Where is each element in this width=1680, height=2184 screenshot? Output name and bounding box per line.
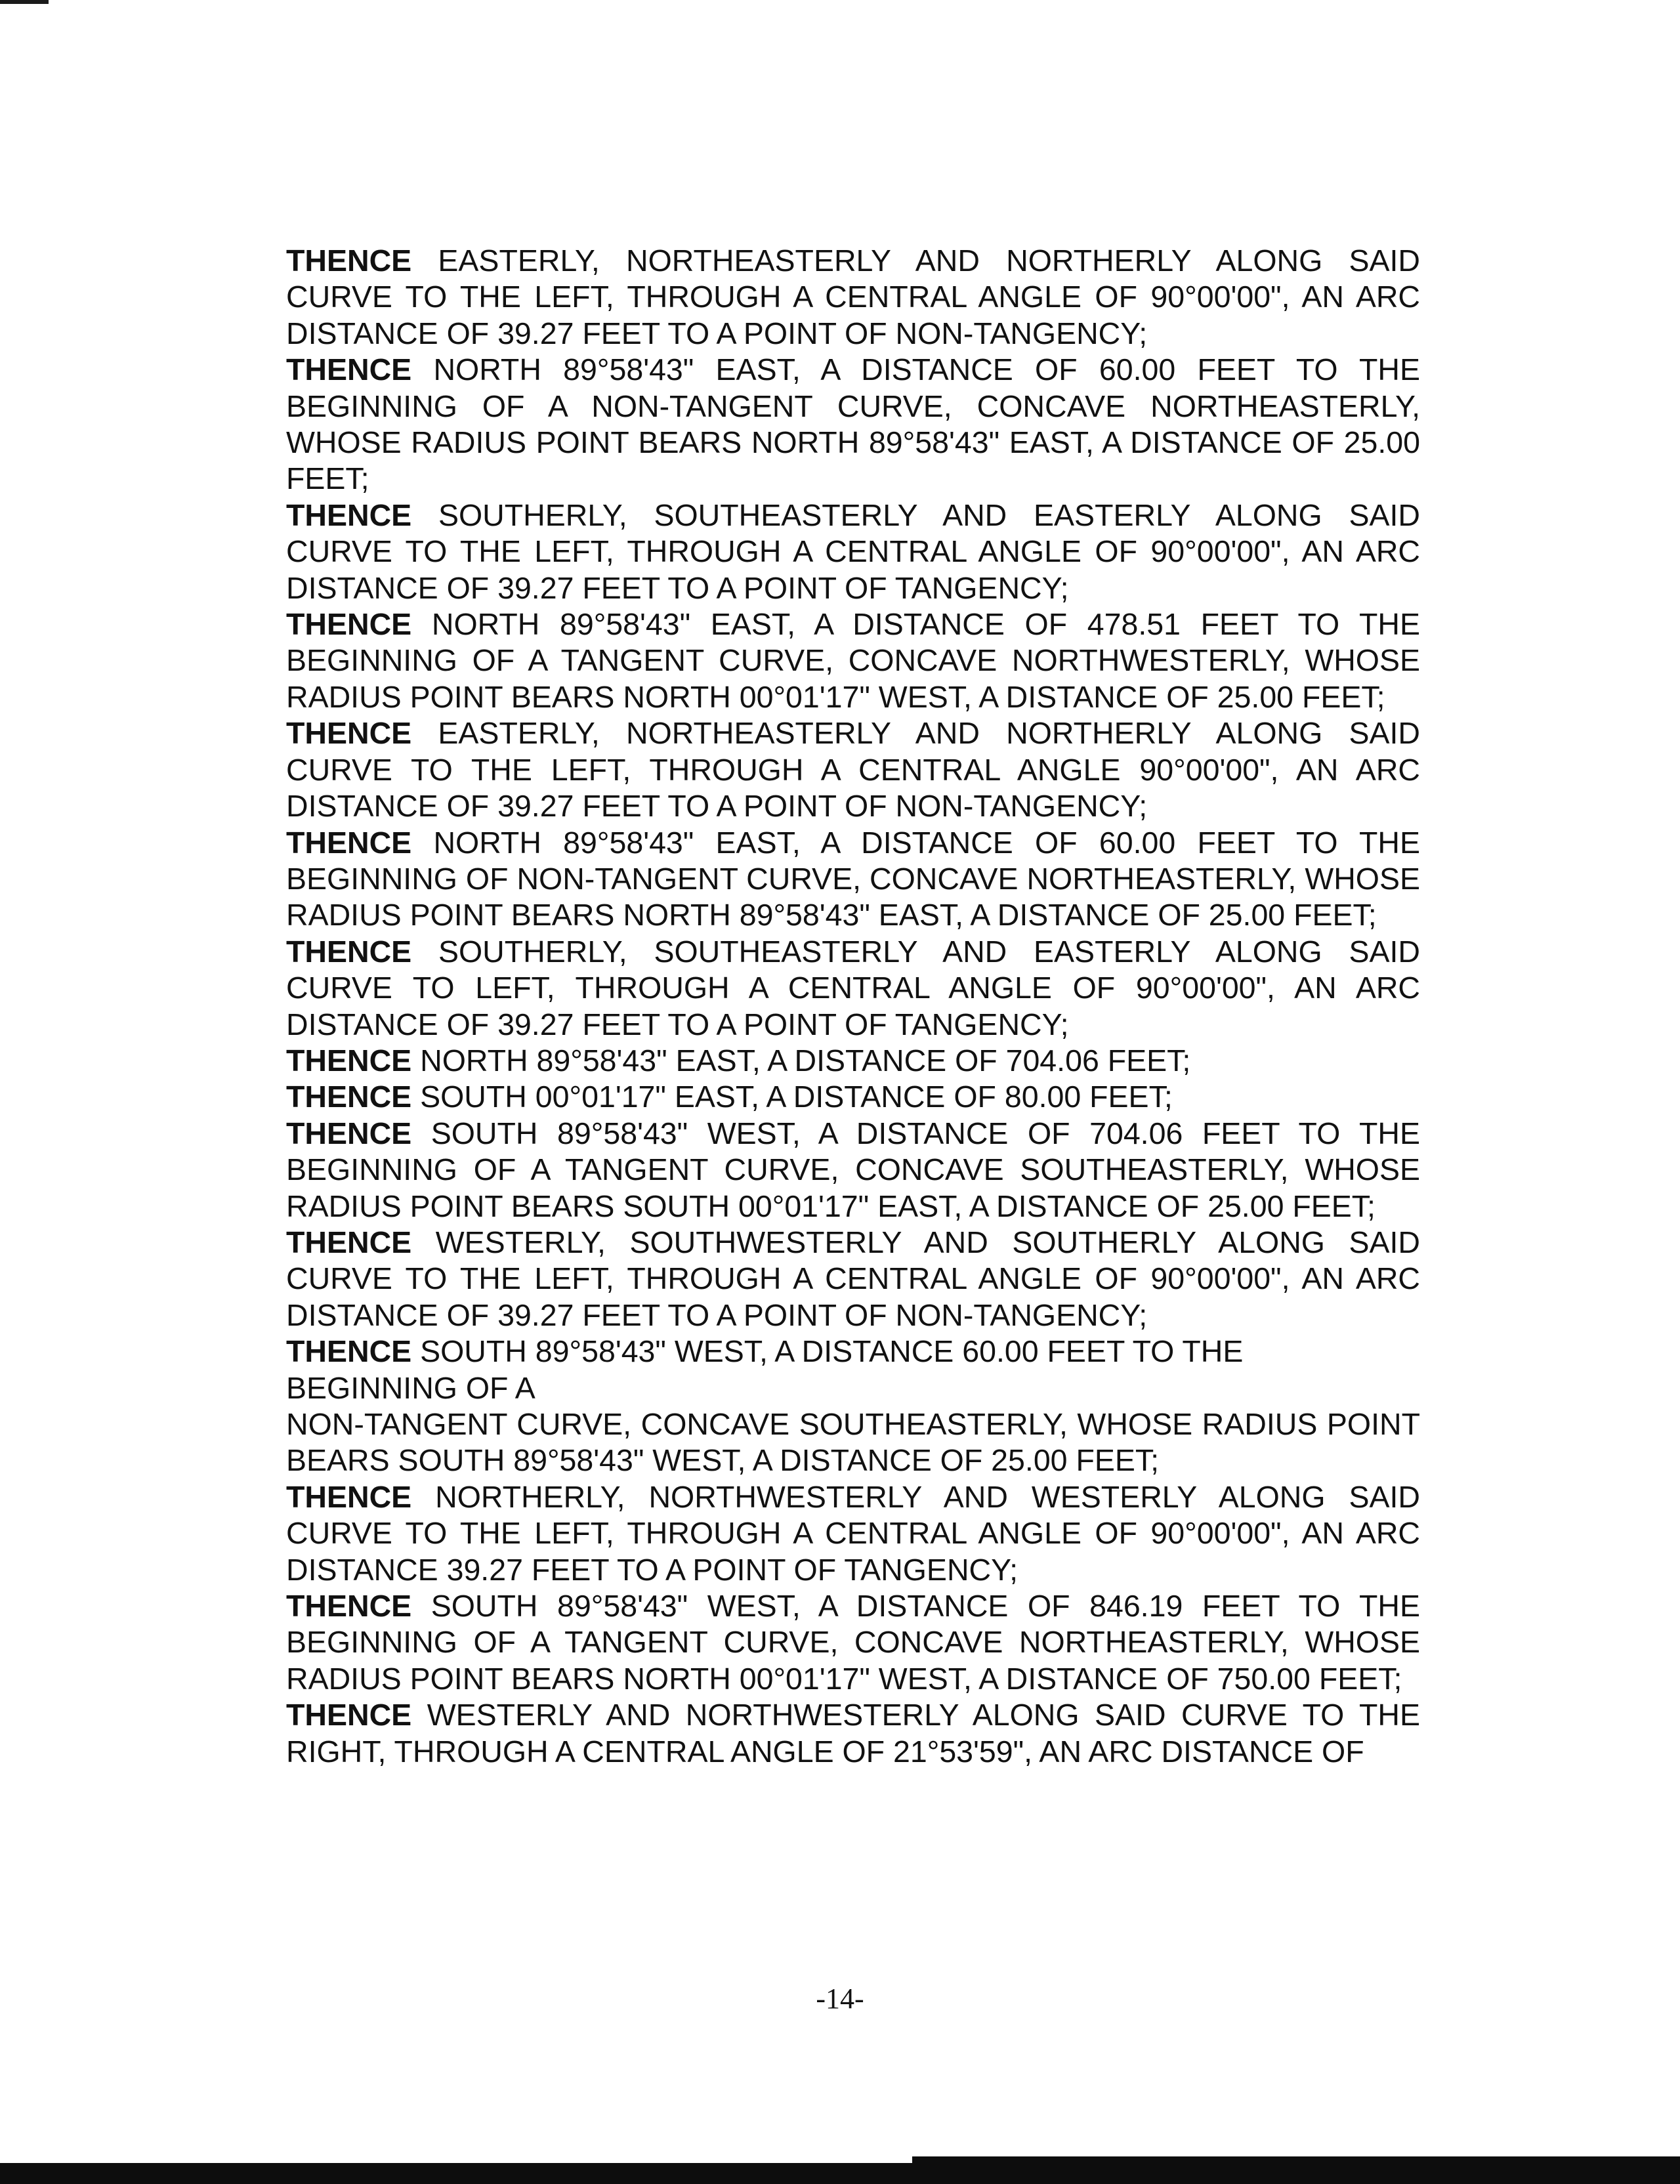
paragraph-text: SOUTH 89°58'43" WEST, A DISTANCE 60.00 FEET TO THE BEGINNING OF A [286,1334,1244,1405]
paragraph-13 [286,1406,1420,1479]
paragraph-3 [286,497,1420,606]
paragraph-text: EASTERLY, NORTHEASTERLY AND NORTHERLY ALONG SAID CURVE TO THE LEFT, THROUGH A CENTRAL ANGLE 90°00'00", AN ARC DISTANCE OF 39.27 FEET TO A POINT OF NON-TANGENCY; [286,716,1421,824]
paragraph-text: NORTH 89°58'43" EAST, A DISTANCE OF 704.06 FEET; [420,1043,1191,1078]
thence-keyword: THENCE [286,1479,412,1514]
paragraph-16 [286,1697,1420,1770]
paragraph-10 [286,1116,1420,1225]
thence-keyword: THENCE [286,607,412,642]
thence-keyword: THENCE [286,1334,412,1369]
paragraph-text: NON-TANGENT CURVE, CONCAVE SOUTHEASTERLY, WHOSE RADIUS POINT BEARS SOUTH 89°58'43" WEST, A DISTANCE OF 25.00 FEET; [286,1407,1420,1478]
paragraph-text: SOUTHERLY, SOUTHEASTERLY AND EASTERLY ALONG SAID CURVE TO LEFT, THROUGH A CENTRAL ANGLE OF 90°00'00", AN ARC DISTANCE OF 39.27 FEET TO A POINT OF TANGENCY; [286,934,1420,1041]
document-body [286,243,1420,1770]
scan-edge-top-left [0,0,49,4]
paragraph-2 [286,352,1420,497]
paragraph-text: EASTERLY, NORTHEASTERLY AND NORTHERLY ALONG SAID CURVE TO THE LEFT, THROUGH A CENTRAL ANGLE OF 90°00'00", AN ARC DISTANCE OF 39.27 FEET TO A POINT OF NON-TANGENCY; [286,243,1421,350]
thence-keyword: THENCE [286,243,412,278]
paragraph-text: NORTH 89°58'43" EAST, A DISTANCE OF 60.00 FEET TO THE BEGINNING OF NON-TANGENT CURVE, CONCAVE NORTHEASTERLY, WHOSE RADIUS POINT BEARS NORTH 89°58'43" EAST, A DISTANCE OF 25.00 FEET; [286,825,1420,933]
thence-keyword: THENCE [286,1043,412,1078]
paragraph-text: SOUTHERLY, SOUTHEASTERLY AND EASTERLY ALONG SAID CURVE TO THE LEFT, THROUGH A CENTRAL ANGLE OF 90°00'00", AN ARC DISTANCE OF 39.27 FEET TO A POINT OF TANGENCY; [286,497,1420,605]
thence-keyword: THENCE [286,352,412,387]
thence-keyword: THENCE [286,1080,412,1114]
paragraph-12 [286,1334,1420,1406]
thence-keyword: THENCE [286,1698,412,1732]
paragraph-1 [286,243,1420,352]
paragraph-8 [286,1043,1420,1079]
paragraph-text: SOUTH 89°58'43" WEST, A DISTANCE OF 846.19 FEET TO THE BEGINNING OF A TANGENT CURVE, CONCAVE NORTHEASTERLY, WHOSE RADIUS POINT BEARS NORTH 00°01'17" WEST, A DISTANCE OF 750.00 FEET; [286,1589,1420,1696]
paragraph-text: NORTH 89°58'43" EAST, A DISTANCE OF 60.00 FEET TO THE BEGINNING OF A NON-TANGENT CURVE, CONCAVE NORTHEASTERLY, WHOSE RADIUS POINT BEARS NORTH 89°58'43" EAST, A DISTANCE OF 25.00 FEET; [286,352,1420,496]
paragraph-text: SOUTH 89°58'43" WEST, A DISTANCE OF 704.06 FEET TO THE BEGINNING OF A TANGENT CURVE, CONCAVE SOUTHEASTERLY, WHOSE RADIUS POINT BEARS SOUTH 00°01'17" EAST, A DISTANCE OF 25.00 FEET; [286,1116,1420,1223]
thence-keyword: THENCE [286,497,412,532]
paragraph-5 [286,715,1420,824]
thence-keyword: THENCE [286,934,412,969]
thence-keyword: THENCE [286,1589,412,1624]
page-number: -14- [816,1983,864,2015]
scan-edge-bottom [0,2163,1680,2184]
paragraph-11 [286,1225,1420,1334]
thence-keyword: THENCE [286,716,412,751]
thence-keyword: THENCE [286,1225,412,1259]
paragraph-9 [286,1079,1420,1115]
paragraph-4 [286,606,1420,715]
paragraph-6 [286,825,1420,934]
scan-edge-bottom-right [912,2156,1680,2163]
paragraph-7 [286,934,1420,1043]
paragraph-text: WESTERLY AND NORTHWESTERLY ALONG SAID CURVE TO THE RIGHT, THROUGH A CENTRAL ANGLE OF 21°53'59", AN ARC DISTANCE OF [286,1698,1420,1769]
paragraph-text: WESTERLY, SOUTHWESTERLY AND SOUTHERLY ALONG SAID CURVE TO THE LEFT, THROUGH A CENTRAL ANGLE OF 90°00'00", AN ARC DISTANCE OF 39.27 FEET TO A POINT OF NON-TANGENCY; [286,1225,1420,1332]
paragraph-15 [286,1588,1420,1697]
paragraph-text: NORTHERLY, NORTHWESTERLY AND WESTERLY ALONG SAID CURVE TO THE LEFT, THROUGH A CENTRAL ANGLE OF 90°00'00", AN ARC DISTANCE 39.27 FEET TO A POINT OF TANGENCY; [286,1479,1420,1587]
paragraph-text: SOUTH 00°01'17" EAST, A DISTANCE OF 80.00 FEET; [420,1080,1173,1114]
thence-keyword: THENCE [286,825,412,860]
paragraph-text: NORTH 89°58'43" EAST, A DISTANCE OF 478.51 FEET TO THE BEGINNING OF A TANGENT CURVE, CONCAVE NORTHWESTERLY, WHOSE RADIUS POINT BEARS NORTH 00°01'17" WEST, A DISTANCE OF 25.00 FEET; [286,607,1420,714]
thence-keyword: THENCE [286,1116,412,1150]
paragraph-14 [286,1479,1420,1588]
